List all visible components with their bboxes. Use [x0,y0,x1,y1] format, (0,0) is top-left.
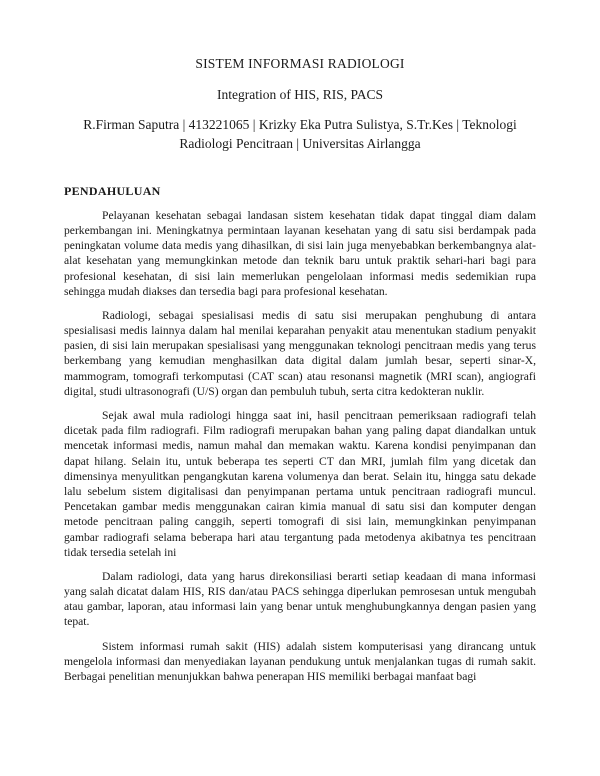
section-heading: PENDAHULUAN [64,183,161,198]
paragraph-1: Pelayanan kesehatan sebagai landasan sistem kesehatan tidak dapat tinggal diam dalam perkembangan ini. Meningkatnya permintaan layanan kesehatan yang di satu sisi berdampak pada peningkatan volume data medis yang dihasilkan, di sisi lain juga menyebabkan berkembangnya alat-alat kesehatan yang memungkinkan metode dan teknik baru untuk praktik sehari-hari bagi para profesional kesehatan, di sisi lain memerlukan pengelolaan informasi medis sedemikian rupa sehingga mudah diakses dan tersedia bagi para profesional kesehatan. [64,208,536,298]
paragraph-2: Radiologi, sebagai spesialisasi medis di satu sisi merupakan penghubung di antara spesialisasi medis lainnya dalam hal menilai keparahan penyakit atau menentukan stadium penyakit pasien, di sisi lain merupakan spesialisasi yang menggunakan teknologi pencitraan medis yang terus berkembang yang kemudian menghasilkan data digital dalam jumlah besar, seperti sinar-X, mammogram, tomografi terkomputasi (CAT scan) atau resonansi magnetik (MRI scan), angiografi digital, studi ultrasonografi (U/S) organ dan pembuluh tubuh, serta citra kedokteran nuklir. [64,308,536,398]
paragraph-5: Sistem informasi rumah sakit (HIS) adalah sistem komputerisasi yang dirancang untuk mengelola informasi dan menyediakan layanan pendukung untuk menjalankan tugas di rumah sakit. Berbagai penelitian menunjukkan bahwa penerapan HIS memiliki berbagai manfaat bagi [64,639,536,684]
paragraph-4: Dalam radiologi, data yang harus direkonsiliasi berarti setiap keadaan di mana informasi yang salah dicatat dalam HIS, RIS dan/atau PACS sehingga diperlukan pemrosesan untuk mengubah atau gambar, laporan, atau informasi lain yang benar untuk menghubungkannya dengan pasien yang tepat. [64,569,536,629]
page-title: SISTEM INFORMASI RADIOLOGI [195,56,405,71]
author-line: R.Firman Saputra | 413221065 | Krizky Eka Putra Sulistya, S.Tr.Kes | Teknologi Radiologi Pencitraan | Universitas Airlangga [83,117,517,151]
paragraph-3: Sejak awal mula radiologi hingga saat ini, hasil pencitraan pemeriksaan radiografi telah dicetak pada film radiografi. Film radiografi merupakan bahan yang paling dapat diandalkan untuk mencetak informasi medis, namun mahal dan memakan waktu. Karena kondisi penyimpanan dan dapat hilang. Selain itu, untuk beberapa tes seperti CT dan MRI, jumlah film yang dicetak dan dimensinya menyulitkan pengangkutan karena volumenya dan berat. Selain itu, hingga satu dekade lalu sebelum sistem digitalisasi dan penyimpanan pertama untuk pencitraan radiografi muncul. Pencetakan gambar medis menggunakan cairan kimia manual di satu sisi dan komputer dengan metode pencitraan paling canggih, seperti tomografi di sisi lain, memungkinkan penyimpanan gambar radiografi selama beberapa hari atau tergantung pada metodenya akibatnya tes pencitraan tidak tersedia setelah ini [64,409,536,559]
page-subtitle: Integration of HIS, RIS, PACS [216,87,383,102]
title-block [64,56,536,154]
